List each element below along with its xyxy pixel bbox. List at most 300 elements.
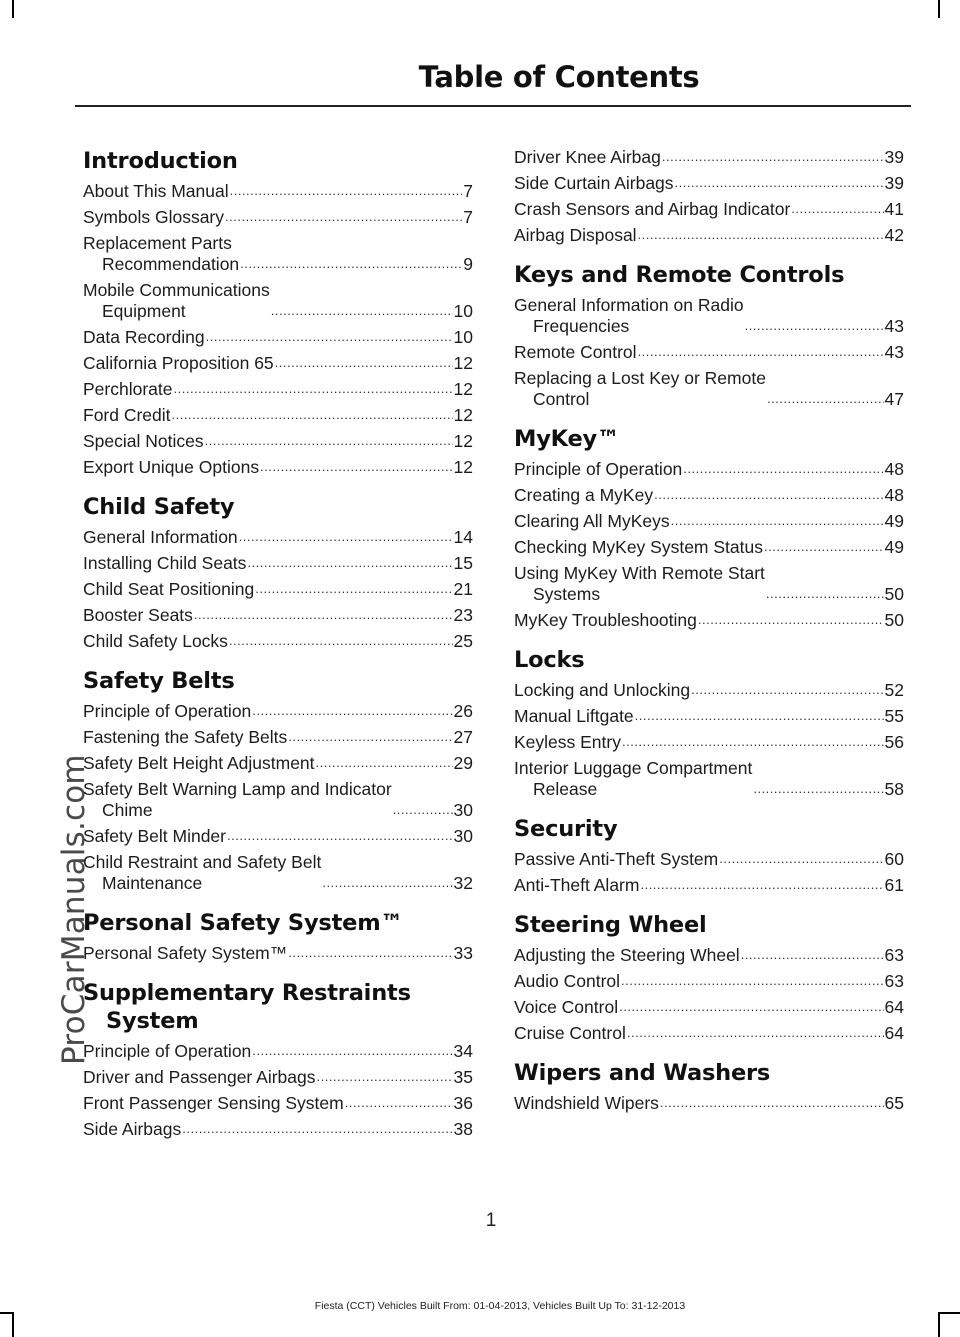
toc-entry[interactable] <box>514 368 904 410</box>
toc-section <box>83 909 473 964</box>
toc-entry[interactable] <box>83 727 473 748</box>
toc-entry-page: 26 <box>453 701 473 721</box>
toc-entry[interactable] <box>514 485 904 506</box>
toc-entry-page: 65 <box>884 1093 904 1113</box>
toc-entry-page: 63 <box>884 971 904 991</box>
toc-section <box>514 911 904 1044</box>
toc-entry-label-line: Manual Liftgate <box>514 706 634 726</box>
toc-section <box>83 147 473 478</box>
toc-entry-label <box>83 1067 315 1088</box>
toc-entry-label <box>514 758 752 800</box>
toc-entry-label-line: About This Manual <box>83 181 229 201</box>
toc-entry-label <box>83 753 315 774</box>
toc-entry[interactable] <box>83 280 473 322</box>
toc-entry-label <box>83 1093 344 1114</box>
toc-right-column <box>514 147 904 1119</box>
toc-section <box>514 815 904 896</box>
toc-entry-label-continued: Control <box>533 389 590 409</box>
section-title <box>83 493 473 521</box>
toc-entry-label <box>514 849 718 870</box>
toc-left-column <box>83 147 473 1145</box>
toc-entry[interactable] <box>83 1093 473 1114</box>
dot-leader <box>622 733 884 751</box>
section-title <box>514 1059 904 1087</box>
toc-entry-page: 64 <box>884 1023 904 1043</box>
toc-entry-label <box>83 181 229 202</box>
dot-leader <box>240 255 462 273</box>
dot-leader <box>764 538 884 556</box>
toc-entry-page: 58 <box>884 779 904 799</box>
toc-entry-label <box>514 459 682 480</box>
toc-entry-page: 30 <box>453 800 473 820</box>
toc-entry[interactable] <box>83 826 473 847</box>
toc-entry-label <box>83 379 173 400</box>
toc-entry[interactable] <box>83 457 473 478</box>
toc-entry-page: 10 <box>453 301 473 321</box>
toc-entry-page: 41 <box>884 199 904 219</box>
toc-entry-page: 38 <box>453 1119 473 1139</box>
dot-leader <box>662 148 884 166</box>
toc-entry-label <box>514 368 766 410</box>
dot-leader <box>621 972 883 990</box>
toc-entry[interactable] <box>514 997 904 1018</box>
toc-entry-page: 50 <box>884 584 904 604</box>
dot-leader <box>205 432 453 450</box>
toc-entry-page: 30 <box>453 826 473 846</box>
dot-leader <box>671 512 884 530</box>
toc-entry-label <box>514 1023 626 1044</box>
dot-leader <box>322 874 452 892</box>
toc-entry-page: 48 <box>884 485 904 505</box>
toc-entry-label-line: MyKey Troubleshooting <box>514 610 697 630</box>
toc-entry[interactable] <box>83 207 473 228</box>
toc-entry-page: 7 <box>463 207 473 227</box>
toc-entry[interactable] <box>83 353 473 374</box>
dot-leader <box>247 554 452 572</box>
toc-entry-page: 9 <box>463 254 473 274</box>
toc-entry-page: 10 <box>453 327 473 347</box>
toc-entry-page: 61 <box>884 875 904 895</box>
section-title-text: Safety Belts <box>83 668 235 694</box>
section-title-text: Introduction <box>83 148 238 174</box>
section-title-text: Locks <box>514 647 585 673</box>
section-title-text: Personal Safety System™ <box>83 910 403 936</box>
header-rule <box>75 105 911 107</box>
toc-entry-page: 39 <box>884 173 904 193</box>
toc-entry-label-line: Mobile Communications <box>83 280 270 300</box>
toc-entry-label-line: Perchlorate <box>83 379 173 399</box>
toc-entry-page: 12 <box>453 457 473 477</box>
section-title <box>514 425 904 453</box>
toc-entry-label <box>83 527 238 548</box>
toc-entry-label <box>83 553 246 574</box>
toc-section <box>514 261 904 410</box>
section-title-text: Steering Wheel <box>514 912 707 938</box>
toc-entry-label <box>83 701 251 722</box>
toc-entry-label <box>514 610 697 631</box>
toc-entry-page: 39 <box>884 147 904 167</box>
toc-entry-label-line: Child Restraint and Safety Belt <box>83 852 322 872</box>
toc-entry[interactable] <box>83 233 473 275</box>
dot-leader <box>745 317 884 335</box>
toc-entry-label-continued: Release <box>533 779 598 799</box>
toc-entry[interactable] <box>83 553 473 574</box>
toc-entry-label-line: Passive Anti-Theft System <box>514 849 719 869</box>
toc-entry[interactable] <box>83 1119 473 1140</box>
toc-entry-label-line: Principle of Operation <box>514 459 683 479</box>
toc-entry[interactable] <box>514 147 904 168</box>
dot-leader <box>252 1042 452 1060</box>
toc-entry[interactable] <box>83 753 473 774</box>
dot-leader <box>239 528 453 546</box>
toc-entry-page: 49 <box>884 537 904 557</box>
toc-entry-label-line: Audio Control <box>514 971 621 991</box>
toc-entry-label-line: Clearing All MyKeys <box>514 511 670 531</box>
toc-entry-label-line: Front Passenger Sensing System <box>83 1093 344 1113</box>
toc-entry-label-line: General Information <box>83 527 238 547</box>
toc-entry-label-continued: Maintenance <box>102 873 203 893</box>
section-title <box>83 667 473 695</box>
dot-leader <box>260 458 452 476</box>
toc-entry-label-continued: Chime <box>102 800 153 820</box>
toc-section <box>514 646 904 800</box>
section-title <box>514 261 904 289</box>
toc-entry-label <box>514 945 740 966</box>
toc-entry-label-continued: Frequencies <box>533 316 630 336</box>
dot-leader <box>271 302 453 320</box>
section-title-text: Supplementary Restraints <box>83 980 411 1006</box>
toc-entry[interactable] <box>514 706 904 727</box>
toc-entry-page: 7 <box>463 181 473 201</box>
toc-entry-label <box>83 852 321 894</box>
toc-entry[interactable] <box>514 758 904 800</box>
toc-entry[interactable] <box>83 605 473 626</box>
toc-entry-label-line: Safety Belt Minder <box>83 826 226 846</box>
toc-entry-label-line: Windshield Wipers <box>514 1093 659 1113</box>
dot-leader <box>275 354 453 372</box>
toc-section <box>83 979 473 1140</box>
toc-entry[interactable] <box>514 1023 904 1044</box>
toc-entry[interactable] <box>514 875 904 896</box>
toc-entry-label-continued: Recommendation <box>102 254 240 274</box>
toc-entry-label-line: Airbag Disposal <box>514 225 637 245</box>
toc-entry-label <box>83 779 392 821</box>
toc-entry-label <box>514 173 674 194</box>
toc-entry[interactable] <box>83 943 473 964</box>
toc-entry[interactable] <box>83 431 473 452</box>
toc-entry[interactable] <box>514 511 904 532</box>
toc-entry-label <box>514 732 621 753</box>
toc-section <box>514 147 904 246</box>
dot-leader <box>206 328 453 346</box>
toc-entry-page: 21 <box>453 579 473 599</box>
dot-leader <box>252 702 452 720</box>
toc-entry-label-line: Side Curtain Airbags <box>514 173 674 193</box>
toc-entry-label-line: Principle of Operation <box>83 701 252 721</box>
toc-entry-label-line: Cruise Control <box>514 1023 626 1043</box>
toc-entry-label <box>83 579 254 600</box>
toc-entry-page: 64 <box>884 997 904 1017</box>
toc-entry-page: 50 <box>884 610 904 630</box>
toc-entry-label-line: Data Recording <box>83 327 205 347</box>
toc-entry-label <box>83 457 259 478</box>
toc-entry-label-line: Installing Child Seats <box>83 553 247 573</box>
toc-entry-page: 12 <box>453 353 473 373</box>
toc-entry-label-line: Driver and Passenger Airbags <box>83 1067 316 1087</box>
toc-entry[interactable] <box>83 701 473 722</box>
toc-entry[interactable] <box>83 327 473 348</box>
toc-entry-page: 47 <box>884 389 904 409</box>
dot-leader <box>635 707 884 725</box>
toc-entry[interactable] <box>514 563 904 605</box>
dot-leader <box>225 208 462 226</box>
toc-entry-label-line: Interior Luggage Compartment <box>514 758 753 778</box>
toc-entry-label <box>514 225 637 246</box>
toc-entry-page: 43 <box>884 342 904 362</box>
footer-text: Fiesta (CCT) Vehicles Built From: 01-04-2013, Vehicles Built Up To: 31-12-2013 <box>314 1300 686 1312</box>
toc-entry-label <box>83 943 287 964</box>
section-title <box>514 911 904 939</box>
toc-entry[interactable] <box>83 527 473 548</box>
toc-entry[interactable] <box>83 779 473 821</box>
toc-entry-label-line: Special Notices <box>83 431 204 451</box>
toc-entry-page: 60 <box>884 849 904 869</box>
toc-entry-label <box>83 826 226 847</box>
toc-entry-label-line: Checking MyKey System Status <box>514 537 763 557</box>
toc-entry-label <box>514 1093 659 1114</box>
dot-leader <box>766 585 884 603</box>
dot-leader <box>227 827 453 845</box>
section-title <box>83 909 473 937</box>
dot-leader <box>691 681 883 699</box>
toc-entry-page: 34 <box>453 1041 473 1061</box>
dot-leader <box>719 850 883 868</box>
dot-leader <box>660 1094 884 1112</box>
toc-entry[interactable] <box>514 295 904 337</box>
dot-leader <box>174 380 453 398</box>
toc-entry-page: 14 <box>453 527 473 547</box>
dot-leader <box>627 1024 884 1042</box>
dot-leader <box>638 343 884 361</box>
toc-entry-label-line: Crash Sensors and Airbag Indicator <box>514 199 791 219</box>
section-title-text: Child Safety <box>83 494 235 520</box>
dot-leader <box>230 182 463 200</box>
section-title <box>514 815 904 843</box>
toc-entry[interactable] <box>514 459 904 480</box>
dot-leader <box>675 174 884 192</box>
watermark <box>0 0 92 1337</box>
section-title-text: Security <box>514 816 618 842</box>
toc-section <box>514 1059 904 1114</box>
toc-entry-label <box>83 431 204 452</box>
toc-entry[interactable] <box>514 732 904 753</box>
section-title-continued: System <box>106 1008 199 1034</box>
toc-entry-label <box>83 327 205 348</box>
dot-leader <box>229 632 453 650</box>
toc-entry[interactable] <box>514 199 904 220</box>
toc-entry-label <box>514 971 620 992</box>
toc-entry-page: 27 <box>453 727 473 747</box>
dot-leader <box>638 226 884 244</box>
toc-entry[interactable] <box>83 181 473 202</box>
toc-entry-label <box>83 605 193 626</box>
dot-leader <box>393 801 453 819</box>
toc-entry-page: 48 <box>884 459 904 479</box>
toc-entry-label-line: Ford Credit <box>83 405 171 425</box>
toc-entry-label <box>83 631 228 652</box>
toc-entry-label-line: Anti-Theft Alarm <box>514 875 640 895</box>
toc-entry-page: 25 <box>453 631 473 651</box>
toc-entry-label <box>514 997 618 1018</box>
toc-entry-page: 49 <box>884 511 904 531</box>
toc-entry-label-line: Child Seat Positioning <box>83 579 255 599</box>
toc-entry-page: 55 <box>884 706 904 726</box>
toc-entry-label <box>514 342 637 363</box>
toc-entry[interactable] <box>83 579 473 600</box>
toc-entry-page: 12 <box>453 431 473 451</box>
toc-entry-label-line: Symbols Glossary <box>83 207 225 227</box>
toc-entry-label <box>514 199 790 220</box>
toc-section <box>83 667 473 894</box>
watermark-text: ProCarManuals.com <box>56 754 92 1065</box>
dot-leader <box>741 946 884 964</box>
toc-entry[interactable] <box>83 1067 473 1088</box>
toc-entry-label-line: Keyless Entry <box>514 732 621 752</box>
toc-entry-label-line: Booster Seats <box>83 605 193 625</box>
toc-entry-label-line: Principle of Operation <box>83 1041 252 1061</box>
toc-entry-label-line: Using MyKey With Remote Start <box>514 563 765 583</box>
toc-entry-label-continued: Equipment <box>102 301 186 321</box>
toc-entry-label-line: Safety Belt Height Adjustment <box>83 753 315 773</box>
toc-entry-label-line: California Proposition 65 <box>83 353 274 373</box>
toc-entry[interactable] <box>83 631 473 652</box>
toc-entry[interactable] <box>514 945 904 966</box>
dot-leader <box>182 1120 452 1138</box>
dot-leader <box>288 944 452 962</box>
toc-entry-label-line: Remote Control <box>514 342 637 362</box>
toc-entry[interactable] <box>514 610 904 631</box>
toc-entry[interactable] <box>514 1093 904 1114</box>
dot-leader <box>654 486 883 504</box>
toc-entry-page: 15 <box>453 553 473 573</box>
toc-entry[interactable] <box>514 971 904 992</box>
toc-entry-label-line: Adjusting the Steering Wheel <box>514 945 740 965</box>
page-number: 1 <box>485 1210 497 1231</box>
toc-entry-label-line: Fastening the Safety Belts <box>83 727 288 747</box>
toc-entry[interactable] <box>83 1041 473 1062</box>
crop-mark <box>938 1312 960 1314</box>
toc-entry-label-line: Child Safety Locks <box>83 631 228 651</box>
toc-entry-label <box>514 680 690 701</box>
toc-entry-page: 36 <box>453 1093 473 1113</box>
dot-leader <box>698 611 884 629</box>
toc-entry-label <box>514 537 763 558</box>
toc-entry-page: 43 <box>884 316 904 336</box>
toc-entry-page: 12 <box>453 379 473 399</box>
toc-entry-label-line: Voice Control <box>514 997 619 1017</box>
dot-leader <box>791 200 883 218</box>
toc-entry-page: 32 <box>453 873 473 893</box>
toc-entry-page: 56 <box>884 732 904 752</box>
toc-entry[interactable] <box>514 680 904 701</box>
toc-entry-page: 12 <box>453 405 473 425</box>
toc-entry[interactable] <box>514 225 904 246</box>
toc-section <box>83 493 473 652</box>
toc-entry-label <box>83 727 287 748</box>
toc-entry-label-line: Side Airbags <box>83 1119 182 1139</box>
toc-entry-page: 23 <box>453 605 473 625</box>
dot-leader <box>255 580 452 598</box>
dot-leader <box>683 460 883 478</box>
toc-entry-label <box>514 147 661 168</box>
dot-leader <box>767 390 884 408</box>
section-title <box>83 147 473 175</box>
crop-mark <box>938 1312 940 1337</box>
dot-leader <box>640 876 883 894</box>
toc-entry-label <box>83 1119 181 1140</box>
toc-entry-label <box>83 280 270 322</box>
toc-entry-label-line: Locking and Unlocking <box>514 680 691 700</box>
toc-entry-label <box>83 1041 251 1062</box>
toc-entry-label-line: Safety Belt Warning Lamp and Indicator <box>83 779 392 799</box>
toc-entry-label <box>83 405 171 426</box>
toc-entry-label <box>514 706 634 727</box>
dot-leader <box>194 606 453 624</box>
toc-entry-label <box>514 511 670 532</box>
toc-entry-page: 33 <box>453 943 473 963</box>
toc-entry-page: 29 <box>453 753 473 773</box>
dot-leader <box>345 1094 453 1112</box>
toc-entry-label-line: Export Unique Options <box>83 457 260 477</box>
toc-entry-label-continued: Systems <box>533 584 601 604</box>
toc-entry-label <box>514 295 744 337</box>
toc-entry-label-line: General Information on Radio <box>514 295 744 315</box>
section-title <box>514 646 904 674</box>
toc-entry-label-line: Replacement Parts <box>83 233 232 253</box>
toc-entry-label <box>514 875 639 896</box>
section-title-text: Keys and Remote Controls <box>514 262 845 288</box>
toc-entry-page: 52 <box>884 680 904 700</box>
dot-leader <box>619 998 883 1016</box>
toc-entry-label-line: Replacing a Lost Key or Remote <box>514 368 766 388</box>
toc-entry[interactable] <box>514 173 904 194</box>
toc-entry-label-line: Creating a MyKey <box>514 485 654 505</box>
toc-entry-label <box>83 233 239 275</box>
section-title-text: MyKey™ <box>514 426 620 452</box>
dot-leader <box>172 406 453 424</box>
dot-leader <box>753 780 883 798</box>
section-title <box>83 979 473 1035</box>
toc-entry-page: 35 <box>453 1067 473 1087</box>
toc-entry[interactable] <box>514 537 904 558</box>
toc-entry[interactable] <box>83 405 473 426</box>
toc-entry[interactable] <box>514 849 904 870</box>
section-title-text: Wipers and Washers <box>514 1060 771 1086</box>
crop-mark <box>938 0 940 18</box>
toc-entry-label-line: Driver Knee Airbag <box>514 147 661 167</box>
toc-entry[interactable] <box>514 342 904 363</box>
toc-entry[interactable] <box>83 852 473 894</box>
page-title: Table of Contents <box>418 60 700 94</box>
toc-entry-label <box>514 563 765 605</box>
toc-entry-label <box>83 207 224 228</box>
toc-entry-page: 42 <box>884 225 904 245</box>
toc-entry-label-line: Personal Safety System™ <box>83 943 288 963</box>
toc-entry-label <box>83 353 274 374</box>
toc-entry-label <box>514 485 653 506</box>
toc-section <box>514 425 904 631</box>
toc-entry[interactable] <box>83 379 473 400</box>
